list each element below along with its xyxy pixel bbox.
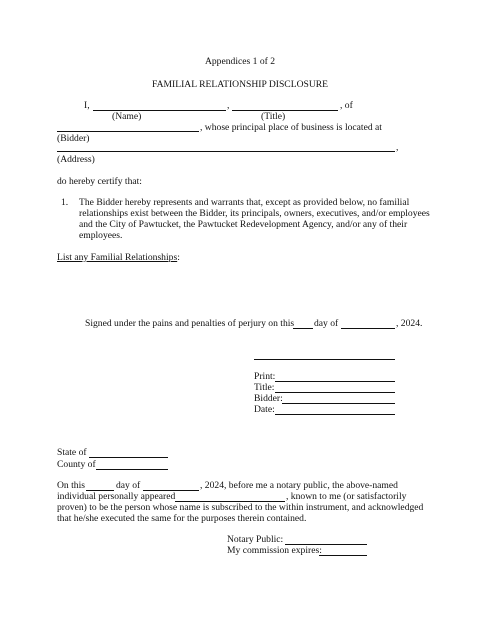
jurat-line2-suffix: , known to me (or satisfactorily: [286, 491, 407, 502]
jurat-after-date: , 2024, before me a notary public, the above-named: [200, 480, 398, 491]
document-title: FAMILIAL RELATIONSHIP DISCLOSURE: [151, 79, 329, 90]
jurat-line2-prefix: individual personally appeared: [57, 491, 176, 502]
title-caption: (Title): [261, 111, 286, 122]
notary-public-label: Notary Public:: [227, 534, 284, 545]
print-label: Print:: [254, 371, 276, 382]
date-label: Date:: [254, 404, 275, 415]
on-this-text: On this: [57, 480, 85, 491]
jurat-line3: proven) to be the person whose name is subscribed to the within instrument, and acknowledged: [57, 502, 424, 513]
address-blank[interactable]: [57, 151, 395, 152]
list-heading: [57, 252, 180, 263]
county-label: County of: [57, 459, 96, 470]
signed-year: , 2024.: [396, 318, 423, 329]
certify-text: do hereby certify that:: [57, 176, 142, 187]
commission-expires-label: My commission expires:: [227, 545, 322, 556]
print-blank[interactable]: [275, 381, 395, 382]
sig-bidder-blank[interactable]: [282, 403, 395, 404]
address-comma: ,: [396, 142, 399, 153]
list-heading-text: List any Familial Relationships: [57, 252, 178, 263]
bidder-label: Bidder:: [254, 393, 283, 404]
commission-expires-blank[interactable]: [319, 555, 367, 556]
signed-month-blank[interactable]: [341, 328, 395, 329]
of-text: , of: [340, 100, 353, 111]
item-number: 1.: [61, 197, 69, 208]
i-label: I,: [84, 100, 90, 111]
title-label: Title:: [254, 382, 275, 393]
address-caption: (Address): [57, 154, 95, 165]
bidder-caption: (Bidder): [57, 133, 90, 144]
principal-place-text: , whose principal place of business is located at: [200, 122, 382, 133]
list-heading-colon: :: [177, 252, 180, 263]
comma-text: ,: [227, 100, 230, 111]
page-label: Appendices 1 of 2: [204, 56, 276, 67]
state-label: State of: [57, 447, 87, 458]
county-blank[interactable]: [96, 469, 168, 470]
name-caption: (Name): [112, 111, 142, 122]
item-text: The Bidder hereby represents and warrants that, except as provided below, no familial relationships exist between the Bidder, its principals, owners, executives, and/or employees and the City of Pawtucket, the Pawtucket Redevelopment Agency, and/or any of their employees.: [79, 197, 430, 241]
signed-prefix: Signed under the pains and penalties of perjury on this: [85, 318, 295, 329]
signed-day-blank[interactable]: [293, 328, 313, 329]
sig-title-blank[interactable]: [275, 392, 395, 393]
bidder-blank[interactable]: [57, 131, 199, 132]
state-blank[interactable]: [89, 457, 168, 458]
signature-line[interactable]: [254, 359, 395, 360]
jurat-day-of: day of: [116, 480, 141, 491]
sig-date-blank[interactable]: [275, 414, 395, 415]
signed-day-of: day of: [314, 318, 339, 329]
jurat-line4: that he/she executed the same for the purposes therein contained.: [57, 513, 307, 524]
